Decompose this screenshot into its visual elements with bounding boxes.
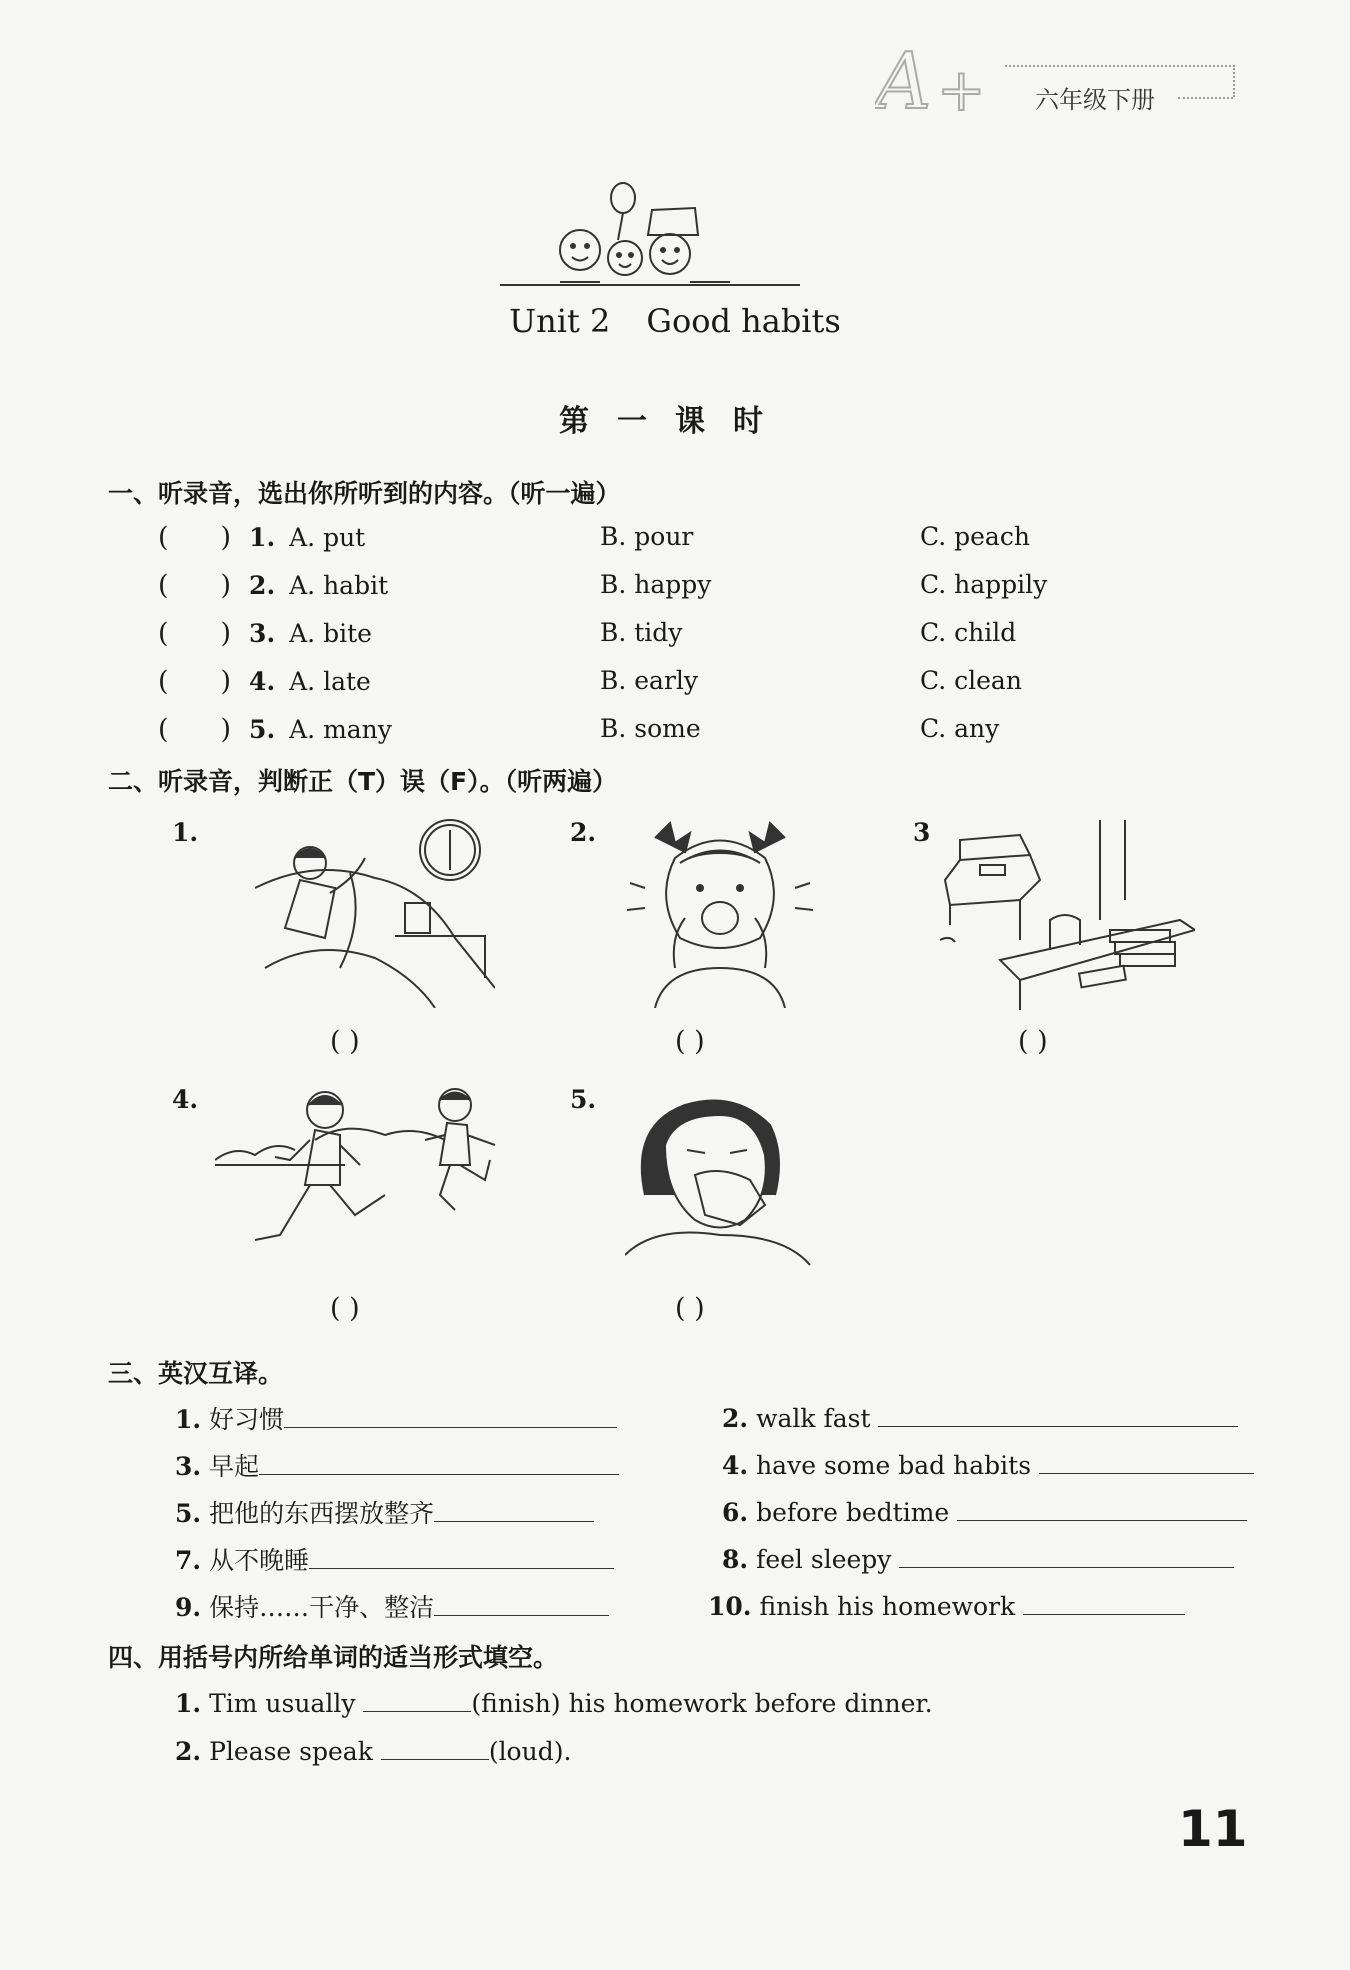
option-b: B. pour — [600, 522, 694, 551]
picture-number: 5. — [570, 1085, 597, 1114]
woman-covering-mouth-icon — [625, 1085, 815, 1280]
picture-number: 3 — [913, 818, 931, 847]
picture-number: 4. — [172, 1085, 199, 1114]
list-item: ( ) 4. A. late — [158, 666, 371, 697]
list-item: 5. 把他的东西摆放整齐 — [175, 1494, 594, 1530]
tidy-bedroom-icon — [930, 820, 1195, 1010]
list-item: 8. feel sleepy — [722, 1541, 1234, 1574]
list-item: 1. 好习惯 — [175, 1400, 617, 1436]
list-item: ( ) 5. A. many — [158, 714, 392, 745]
answer-line[interactable] — [434, 1589, 609, 1616]
answer-line[interactable] — [309, 1542, 614, 1569]
answer-line[interactable] — [1039, 1447, 1254, 1474]
answer-line[interactable] — [1023, 1588, 1185, 1615]
answer-line[interactable] — [284, 1401, 617, 1428]
svg-text:A: A — [875, 40, 932, 120]
unit-number: Unit 2 — [509, 302, 611, 340]
children-running-icon — [215, 1085, 540, 1275]
list-item: 7. 从不晚睡 — [175, 1541, 614, 1577]
list-item: 10. finish his homework — [708, 1588, 1185, 1621]
option-c: C. peach — [920, 522, 1030, 551]
answer-blank[interactable]: ( ) — [1018, 1026, 1048, 1057]
list-item: 3. 早起 — [175, 1447, 619, 1483]
list-item: 1. Tim usually (finish) his homework before dinner. — [175, 1685, 933, 1718]
grade-label: 六年级下册 — [1035, 86, 1155, 114]
svg-text:+: + — [937, 56, 986, 120]
list-item: ( ) 3. A. bite — [158, 618, 372, 649]
answer-blank[interactable]: ( ) — [330, 1026, 360, 1057]
answer-blank[interactable]: ( ) — [675, 1293, 705, 1324]
section3-heading: 三、英汉互译。 — [108, 1359, 284, 1388]
answer-line[interactable] — [878, 1400, 1238, 1427]
picture-number: 1. — [172, 818, 199, 847]
section1-heading: 一、听录音，选出你所听到的内容。（听一遍） — [108, 479, 621, 508]
header-rule — [1178, 97, 1233, 99]
answer-blank[interactable]: ( ) — [330, 1293, 360, 1324]
unit-name: Good habits — [646, 302, 841, 340]
lesson-title: 第一课时 — [559, 404, 791, 439]
list-item: 9. 保持……干净、整洁 — [175, 1588, 609, 1624]
list-item: 6. before bedtime — [722, 1494, 1247, 1527]
option-c: C. any — [920, 714, 1000, 743]
answer-line[interactable] — [899, 1541, 1234, 1568]
header-rule — [1005, 65, 1235, 67]
option-b: B. early — [600, 666, 699, 695]
unit-title — [0, 302, 1350, 340]
answer-line[interactable] — [259, 1448, 619, 1475]
picture-number: 2. — [570, 818, 597, 847]
option-b: B. tidy — [600, 618, 683, 647]
girl-shouting-icon — [625, 818, 815, 1008]
section2-heading: 二、听录音，判断正（T）误（F）。（听两遍） — [108, 767, 618, 796]
option-b: B. happy — [600, 570, 712, 599]
answer-line[interactable] — [363, 1685, 471, 1712]
list-item: 4. have some bad habits — [722, 1447, 1254, 1480]
option-c: C. clean — [920, 666, 1022, 695]
list-item: 2. Please speak (loud). — [175, 1733, 571, 1766]
kids-header-icon — [500, 180, 800, 300]
answer-line[interactable] — [957, 1494, 1247, 1521]
list-item: 2. walk fast — [722, 1400, 1238, 1433]
answer-blank[interactable]: ( ) — [675, 1026, 705, 1057]
page-number: 11 — [1178, 1800, 1248, 1858]
option-c: C. child — [920, 618, 1017, 647]
answer-line[interactable] — [434, 1495, 594, 1522]
list-item: ( ) 2. A. habit — [158, 570, 389, 601]
option-b: B. some — [600, 714, 701, 743]
option-c: C. happily — [920, 570, 1048, 599]
section4-heading: 四、用括号内所给单词的适当形式填空。 — [108, 1643, 559, 1672]
header-rule — [1233, 65, 1235, 97]
list-item: ( ) 1. A. put — [158, 522, 366, 553]
book-logo-icon — [875, 40, 995, 120]
answer-line[interactable] — [381, 1733, 489, 1760]
boy-dressing-in-bed-clock-icon — [255, 818, 495, 1008]
